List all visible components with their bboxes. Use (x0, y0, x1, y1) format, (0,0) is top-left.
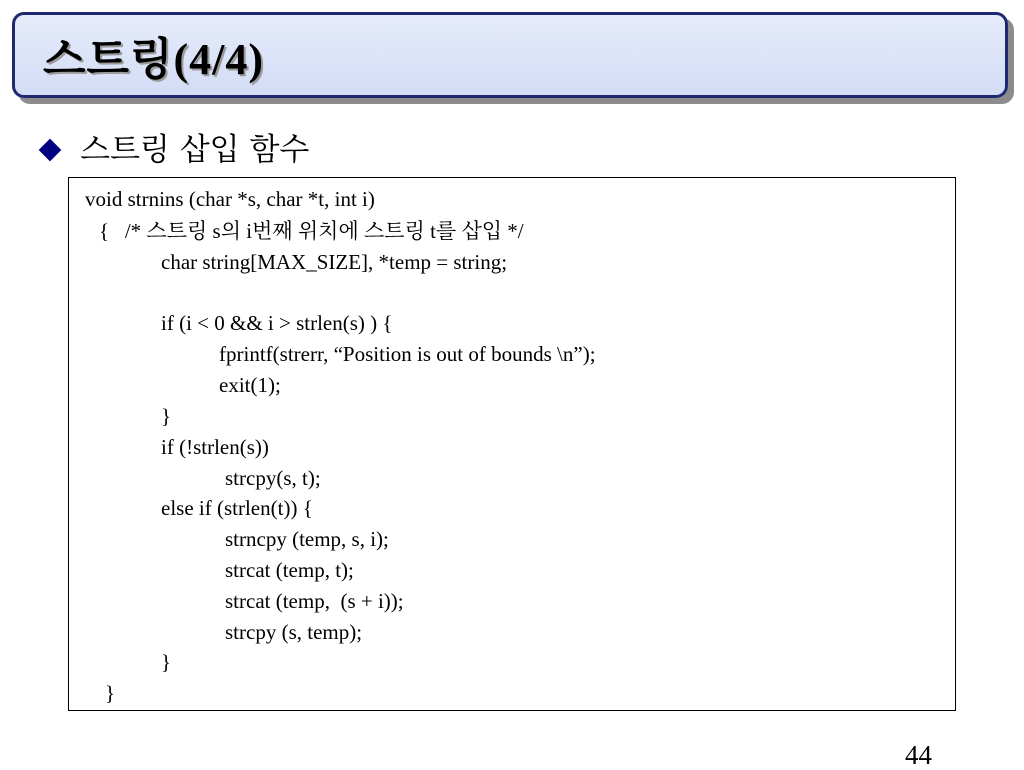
slide-title-suffix: (4/4) (173, 35, 265, 84)
code-line: exit(1); (219, 373, 281, 397)
code-line: strcpy(s, t); (225, 466, 321, 490)
slide-title (43, 35, 264, 85)
code-line: void strnins (char *s, char *t, int i) (85, 187, 375, 211)
code-line: fprintf(strerr, “Position is out of bounds \n”); (219, 342, 596, 366)
code-line: } (161, 404, 172, 428)
code-line: else if (strlen(t)) { (161, 496, 313, 520)
title-bar (12, 12, 1008, 98)
code-line: strcat (temp, t); (225, 558, 354, 582)
code-line: strncpy (temp, s, i); (225, 527, 389, 551)
bullet-text: 스트링 삽입 함수 (80, 132, 310, 168)
code-line: strcpy (s, temp); (225, 620, 363, 644)
code-line: { /* 스트링 s의 i번째 위치에 스트링 t를 삽입 */ (99, 219, 524, 243)
code-line: } (161, 650, 172, 674)
code-line: if (i < 0 && i > strlen(s) ) { (161, 311, 393, 335)
code-line: if (!strlen(s)) (161, 435, 269, 459)
page-number: 44 (905, 740, 932, 770)
code-box (68, 177, 956, 711)
code-line: strcat (temp, (s + i)); (225, 589, 404, 613)
diamond-bullet-icon (39, 139, 62, 162)
code-line: } (105, 681, 116, 705)
code-line: char string[MAX_SIZE], *temp = string; (161, 250, 508, 274)
slide-title-korean: 스트링 (43, 34, 174, 85)
bullet-item (38, 128, 309, 172)
